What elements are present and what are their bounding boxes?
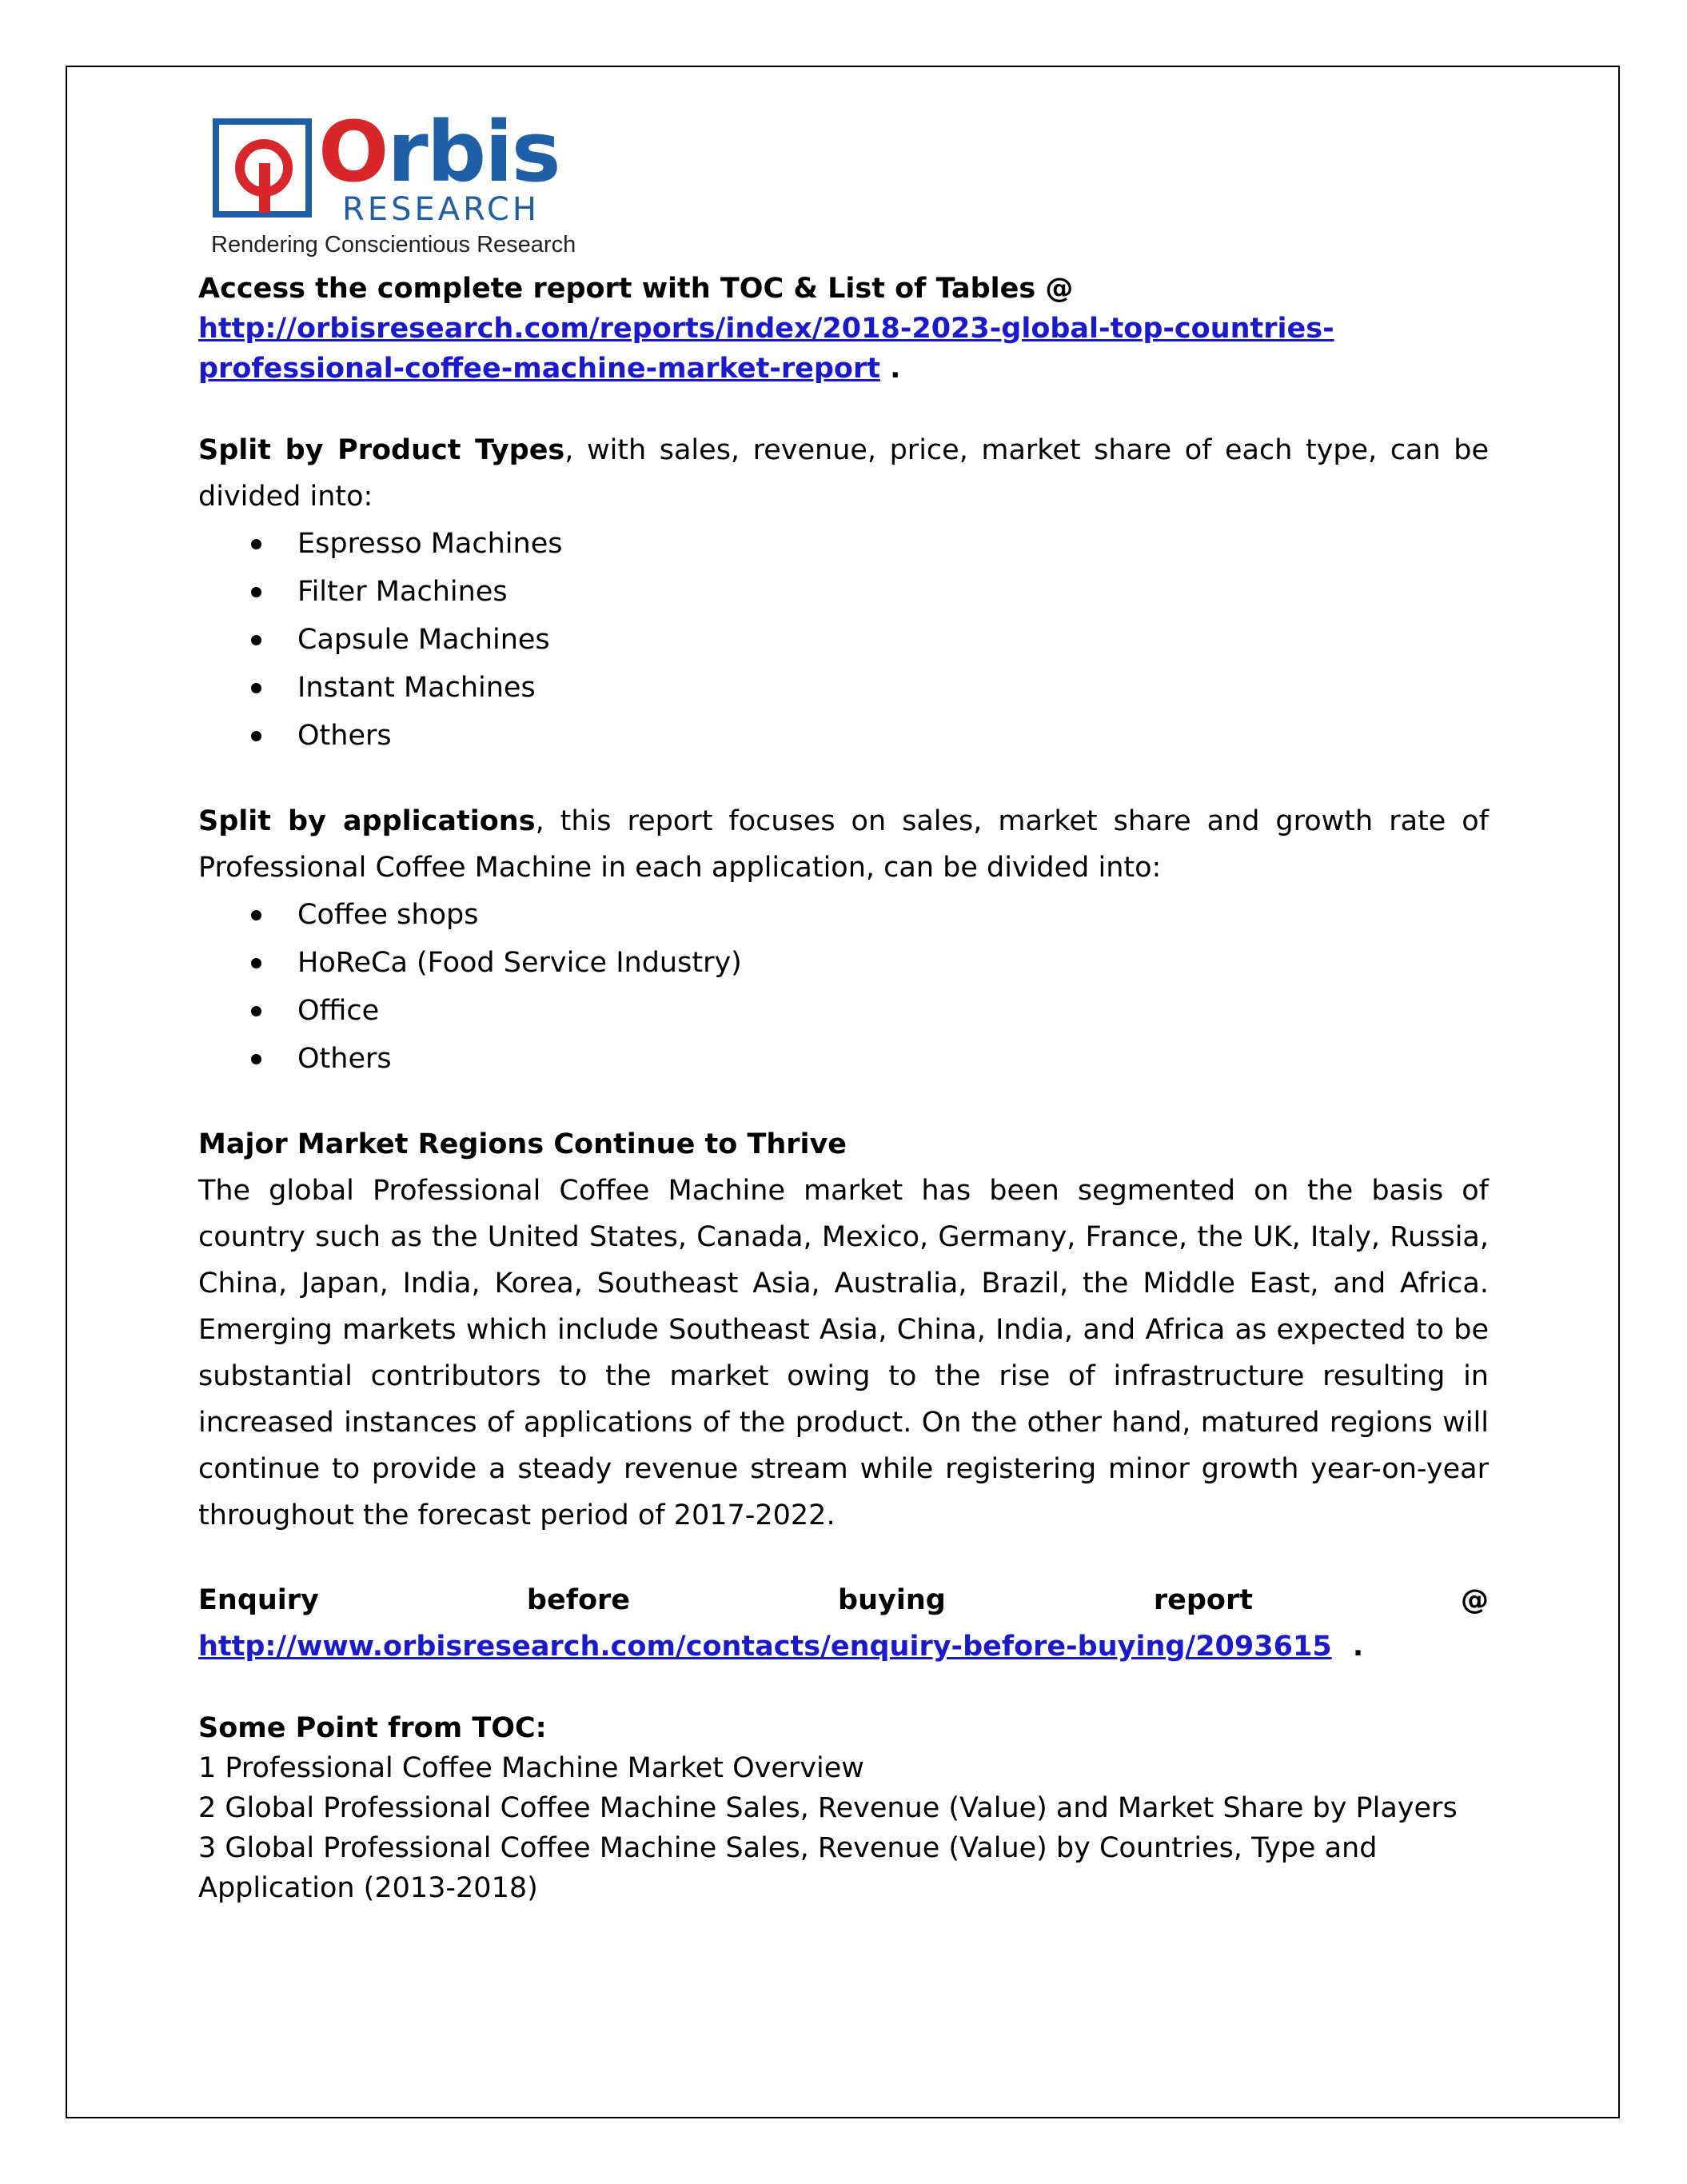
- enquiry-label: Enquiry before buying report @: [198, 1584, 1489, 1616]
- logo-research-text: RESEARCH: [342, 191, 540, 228]
- report-link[interactable]: http://orbisresearch.com/reports/index/2018-2023-global-top-countries-professional-coffee-machine-market-report: [198, 313, 1334, 385]
- product-types-list: [198, 520, 1489, 760]
- logo-tagline: Rendering Conscientious Research: [211, 232, 576, 258]
- toc-item: 3 Global Professional Coffee Machine Sales, Revenue (Value) by Countries, Type and Application (2013-2018): [198, 1832, 1378, 1904]
- list-item: Coffee shops: [198, 891, 1489, 939]
- enquiry-trailing: .: [1331, 1631, 1364, 1663]
- logo-wordmark-o: O: [318, 103, 388, 201]
- list-item: HoReCa (Food Service Industry): [198, 939, 1489, 987]
- regions-heading: Major Market Regions Continue to Thrive: [198, 1128, 847, 1160]
- product-types-lead: Split by Product Types: [198, 434, 565, 466]
- logo-wordmark-rest: rbis: [387, 103, 560, 201]
- document-body: [198, 103, 1490, 1908]
- list-item: Filter Machines: [198, 568, 1489, 616]
- logo-wordmark: [318, 104, 560, 200]
- orbis-logo: [198, 103, 582, 269]
- applications-rest: , this report focuses on sales, market share and growth rate of Professional Coffee Machine in each application, can be divided into:: [198, 805, 1490, 884]
- regions-body: The global Professional Coffee Machine market has been segmented on the basis of country such as the United States, Canada, Mexico, Germany, France, the UK, Italy, Russia, China, Japan, India, Korea, Southeast Asia, Australia, Brazil, the Middle East, and Africa. Emerging markets which include Southeast Asia, China, India, and Africa as expected to be substantial contributors to the market owing to the rise of infrastructure resulting in increased instances of applications of the product. On the other hand, matured regions will continue to provide a steady revenue stream while registering minor growth year-on-year throughout the forecast period of 2017-2022.: [198, 1175, 1489, 1531]
- applications-intro: [198, 798, 1489, 891]
- list-item: Instant Machines: [198, 664, 1489, 712]
- list-item: Espresso Machines: [198, 520, 1489, 568]
- list-item: Others: [198, 712, 1489, 760]
- list-item: Others: [198, 1035, 1489, 1083]
- enquiry-link[interactable]: http://www.orbisresearch.com/contacts/enquiry-before-buying/2093615: [198, 1631, 1332, 1663]
- applications-list: [198, 891, 1489, 1083]
- logo-mark-icon: [213, 118, 312, 218]
- toc-heading: Some Point from TOC:: [198, 1712, 547, 1744]
- product-types-rest: , with sales, revenue, price, market share of each type, can be divided into:: [198, 434, 1489, 513]
- list-item: Office: [198, 987, 1489, 1035]
- enquiry-paragraph: [198, 1577, 1489, 1670]
- logo-stem-shape: [259, 163, 270, 213]
- product-types-intro: [198, 427, 1489, 520]
- access-paragraph: [198, 269, 1489, 389]
- list-item: Capsule Machines: [198, 616, 1489, 664]
- applications-lead: Split by applications: [198, 805, 536, 837]
- toc-item: 2 Global Professional Coffee Machine Sales, Revenue (Value) and Market Share by Players: [198, 1792, 1458, 1824]
- toc-item: 1 Professional Coffee Machine Market Overview: [198, 1752, 864, 1784]
- access-heading: Access the complete report with TOC & List of Tables @: [198, 273, 1074, 305]
- access-trailing: .: [879, 353, 901, 385]
